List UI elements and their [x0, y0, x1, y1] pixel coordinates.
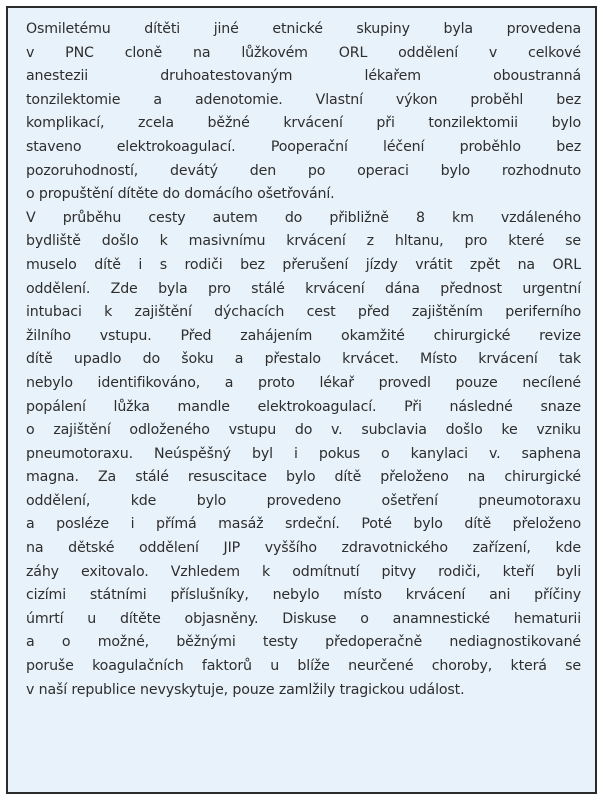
text-line: cizími státními příslušníky, nebylo místo krvácení ani příčiny: [26, 587, 581, 604]
paragraph-1: [26, 18, 581, 207]
text-line: oddělení, kde bylo provedeno ošetření pneumotoraxu: [26, 492, 581, 509]
text-line: poruše koagulačních faktorů u blíže neurčené choroby, která se: [26, 658, 581, 675]
text-line: oddělení. Zde byla pro stálé krvácení dána přednost urgentní: [26, 280, 581, 297]
text-line: komplikací, zcela běžné krvácení při tonzilektomii bylo: [26, 115, 581, 132]
text-line: v naší republice nevyskytuje, pouze zamlžily tragickou událost.: [26, 681, 465, 698]
text-line: anestezii druhoatestovaným lékařem oboustranná: [26, 68, 581, 85]
text-line: a posléze i přímá masáž srdeční. Poté bylo dítě přeloženo: [26, 516, 581, 533]
text-line: staveno elektrokoagulací. Pooperační léčení proběhlo bez: [26, 138, 581, 155]
text-line: tonzilektomie a adenotomie. Vlastní výkon proběhl bez: [26, 91, 581, 108]
text-line: o zajištění odloženého vstupu do v. subclavia došlo ke vzniku: [26, 422, 581, 439]
text-line: magna. Za stálé resuscitace bylo dítě přeloženo na chirurgické: [26, 469, 581, 486]
text-line: na dětské oddělení JIP vyššího zdravotnického zařízení, kde: [26, 540, 581, 557]
text-line: popálení lůžka mandle elektrokoagulací. Při následné snaze: [26, 398, 581, 415]
text-line: nebylo identifikováno, a proto lékař provedl pouze necílené: [26, 374, 581, 391]
text-line: a o možné, běžnými testy předoperačně nediagnostikované: [26, 634, 581, 651]
text-line: úmrtí u dítěte objasněny. Diskuse o anamnestické hematurii: [26, 610, 581, 627]
text-line: žilního vstupu. Před zahájením okamžité chirurgické revize: [26, 327, 581, 344]
text-line: pozoruhodností, devátý den po operaci bylo rozhodnuto: [26, 162, 581, 179]
text-line: záhy exitovalo. Vzhledem k odmítnutí pitvy rodiči, kteří byli: [26, 563, 581, 580]
text-line: dítě upadlo do šoku a přestalo krvácet. Místo krvácení tak: [26, 351, 581, 368]
case-report-box: [6, 6, 597, 794]
text-line: bydliště došlo k masivnímu krvácení z hltanu, pro které se: [26, 233, 581, 250]
text-line: v PNC cloně na lůžkovém ORL oddělení v celkové: [26, 44, 581, 61]
text-line: o propuštění dítěte do domácího ošetřování.: [26, 186, 335, 203]
text-line: muselo dítě i s rodiči bez přerušení jízdy vrátit zpět na ORL: [26, 256, 581, 273]
text-line: pneumotoraxu. Neúspěšný byl i pokus o kanylaci v. saphena: [26, 445, 581, 462]
text-line: V průběhu cesty autem do přibližně 8 km vzdáleného: [26, 209, 581, 226]
text-line: intubaci k zajištění dýchacích cest před zajištěním periferního: [26, 304, 581, 321]
paragraph-2: [26, 207, 581, 702]
text-line: Osmiletému dítěti jiné etnické skupiny byla provedena: [26, 21, 581, 37]
